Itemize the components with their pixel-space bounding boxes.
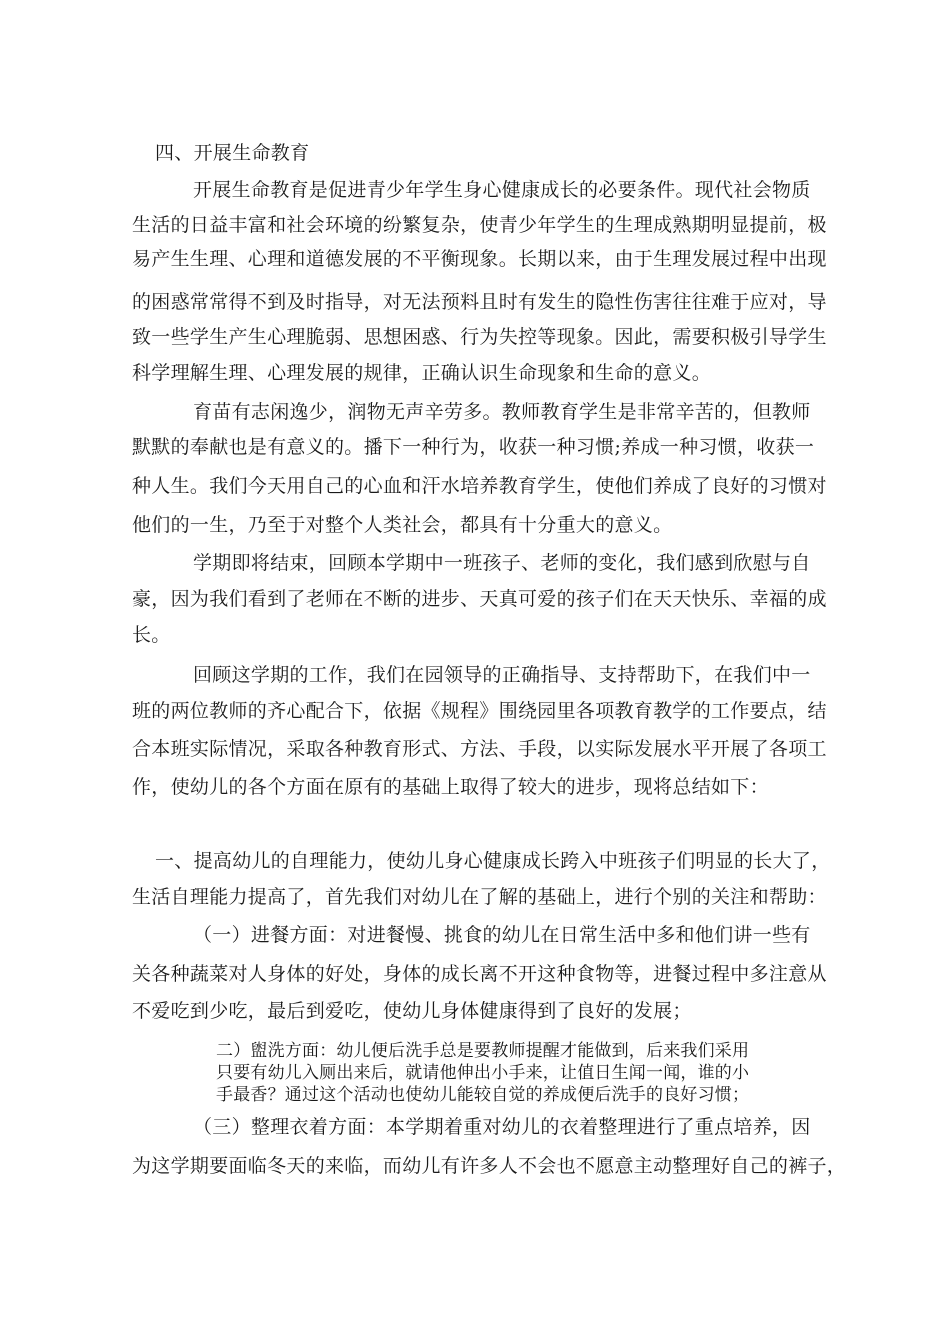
text-line: 种人生。我们今天用自己的心血和汗水培养教育学生，使他们养成了良好的习惯对 xyxy=(132,475,827,497)
text-line: 生活的日益丰富和社会环境的纷繁复杂，使青少年学生的生理成熟期明显提前，极 xyxy=(132,214,827,236)
text-line: 回顾这学期的工作，我们在园领导的正确指导、支持帮助下，在我们中一 xyxy=(193,664,811,686)
text-line: 的困惑常常得不到及时指导，对无法预料且时有发生的隐性伤害往往难于应对，导 xyxy=(132,291,827,313)
text-line: 生活自理能力提高了，首先我们对幼儿在了解的基础上，进行个别的关注和帮助： xyxy=(132,886,827,908)
text-line: 班的两位教师的齐心配合下，依据《规程》围绕园里各项教育教学的工作要点，结 xyxy=(132,700,827,722)
text-line: 他们的一生，乃至于对整个人类社会，都具有十分重大的意义。 xyxy=(132,514,673,536)
text-line: 一、提高幼儿的自理能力，使幼儿身心健康成长跨入中班孩子们明显的长大了， xyxy=(155,850,831,872)
text-line: 手最香？通过这个活动也使幼儿能较自觉的养成便后洗手的良好习惯； xyxy=(216,1085,750,1105)
text-line: 致一些学生产生心理脆弱、思想困惑、行为失控等现象。因此，需要积极引导学生 xyxy=(132,326,827,348)
text-line: 只要有幼儿入厕出来后，就请他伸出小手来，让值日生闻一闻，谁的小 xyxy=(216,1063,750,1083)
text-line: 长。 xyxy=(132,624,171,646)
text-line: 关各种蔬菜对人身体的好处，身体的成长离不开这种食物等，进餐过程中多注意从 xyxy=(132,963,827,985)
text-line: 开展生命教育是促进青少年学生身心健康成长的必要条件。现代社会物质 xyxy=(193,179,811,201)
text-line: 默默的奉献也是有意义的。播下一种行为，收获一种习惯;养成一种习惯，收获一 xyxy=(132,436,815,458)
text-line: （一）进餐方面：对进餐慢、挑食的幼儿在日常生活中多和他们讲一些有 xyxy=(193,924,811,946)
text-line: 作，使幼儿的各个方面在原有的基础上取得了较大的进步，现将总结如下： xyxy=(132,776,769,798)
text-line: 合本班实际情况，采取各种教育形式、方法、手段，以实际发展水平开展了各项工 xyxy=(132,738,827,760)
text-line: （三）整理衣着方面：本学期着重对幼儿的衣着整理进行了重点培养，因 xyxy=(193,1116,811,1138)
text-line: 易产生生理、心理和道德发展的不平衡现象。长期以来，由于生理发展过程中出现 xyxy=(132,248,827,270)
text-line: 学期即将结束，回顾本学期中一班孩子、老师的变化，我们感到欣慰与自 xyxy=(193,552,811,574)
text-line: 二）盥洗方面：幼儿便后洗手总是要教师提醒才能做到，后来我们采用 xyxy=(216,1041,750,1061)
text-line: 育苗有志闲逸少，润物无声辛劳多。教师教育学生是非常辛苦的，但教师 xyxy=(193,401,811,423)
text-line: 科学理解生理、心理发展的规律，正确认识生命现象和生命的意义。 xyxy=(132,362,712,384)
text-line: 不爱吃到少吃，最后到爱吃，使幼儿身体健康得到了良好的发展； xyxy=(132,1000,692,1022)
text-line: 豪，因为我们看到了老师在不断的进步、天真可爱的孩子们在天天快乐、幸福的成 xyxy=(132,588,827,610)
section-heading: 四、开展生命教育 xyxy=(155,142,310,164)
text-line: 为这学期要面临冬天的来临，而幼儿有许多人不会也不愿意主动整理好自己的裤子， xyxy=(132,1155,847,1177)
